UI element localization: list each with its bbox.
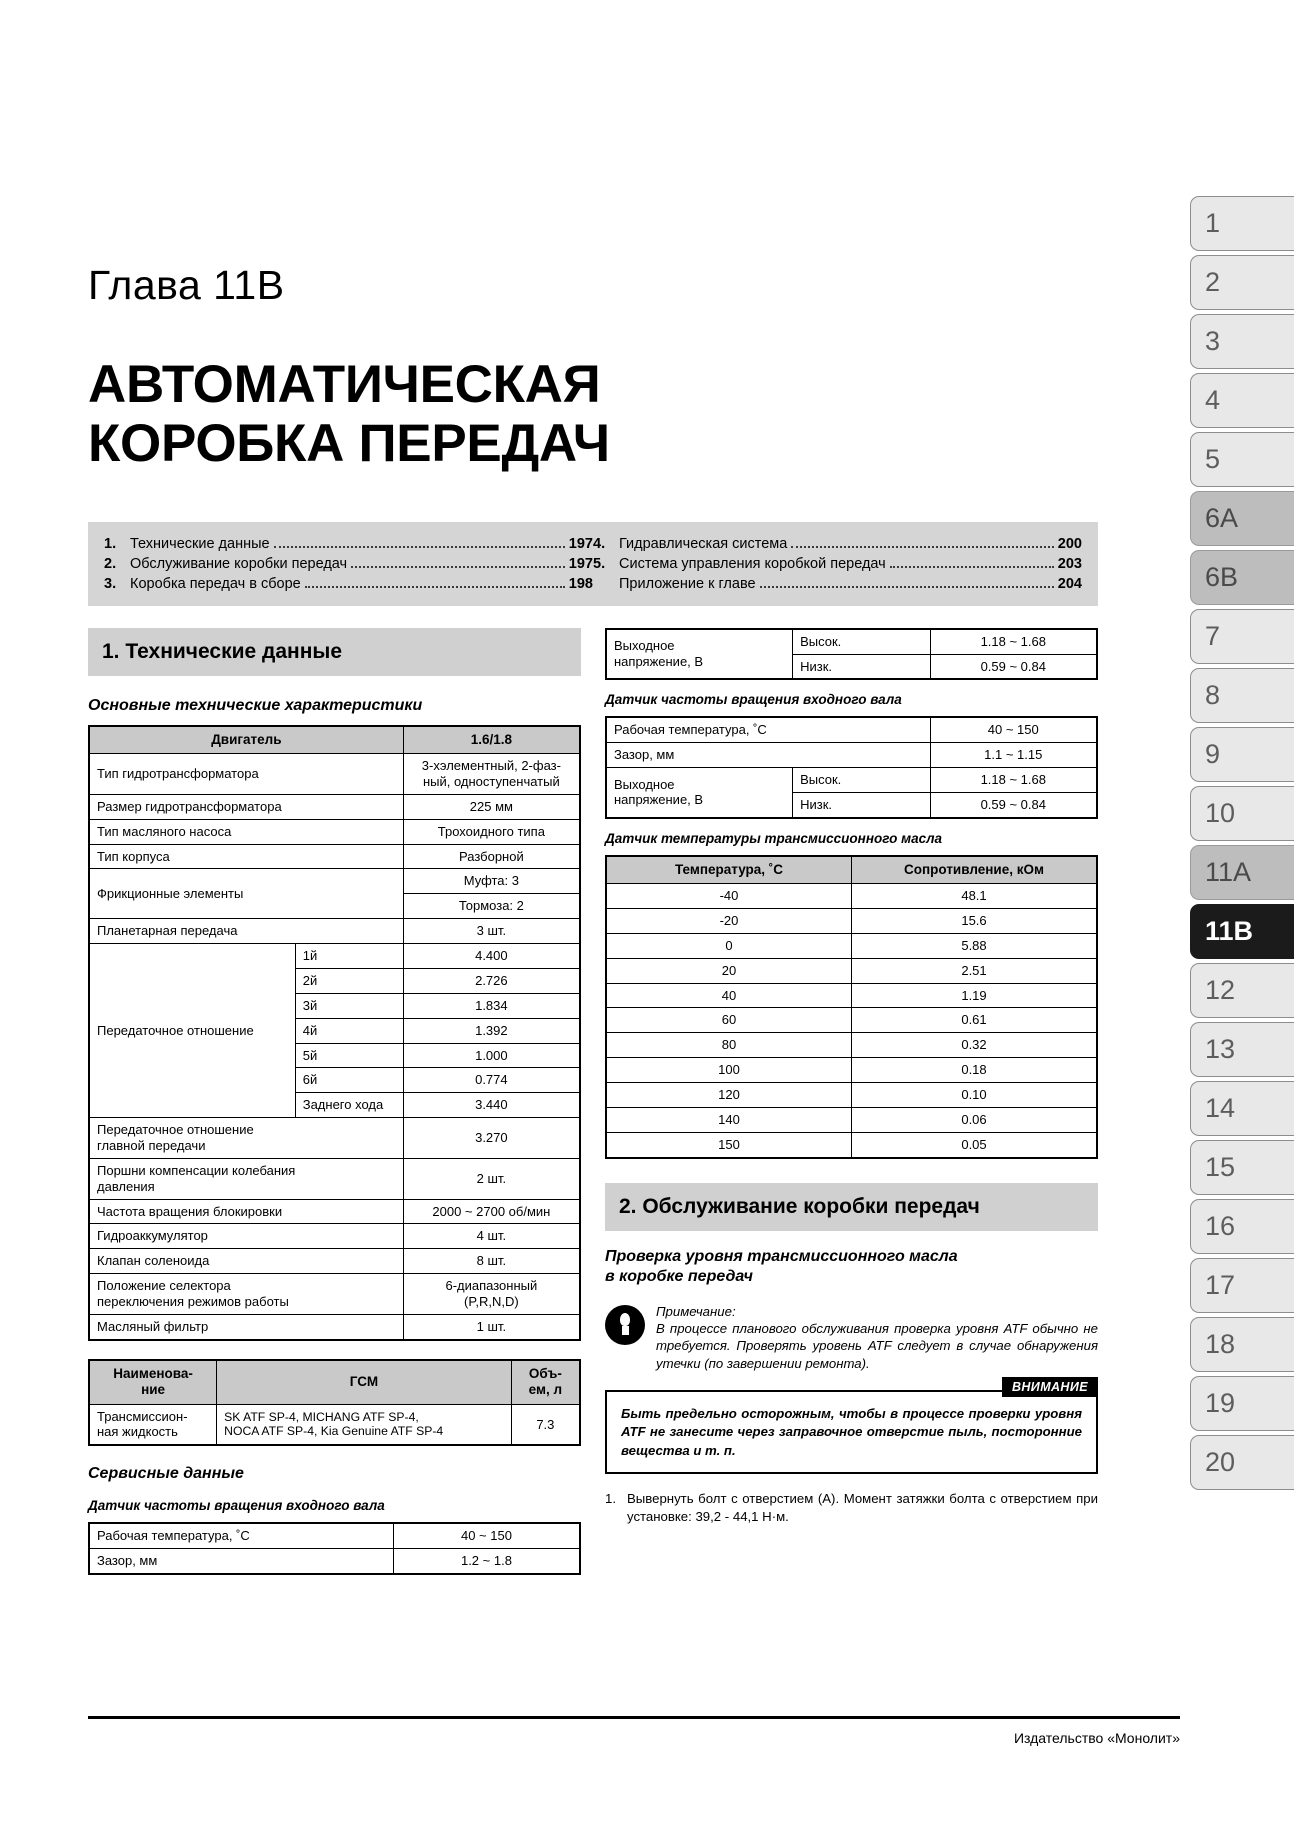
chapter-tab-2[interactable] — [1190, 255, 1294, 310]
chapter-tab-rail — [1190, 196, 1300, 1494]
chapter-label: Глава 11В — [88, 262, 285, 308]
chapter-tab-6a[interactable] — [1190, 491, 1294, 546]
toc-leader-dots — [274, 546, 565, 548]
chapter-tab-14[interactable] — [1190, 1081, 1294, 1136]
sensor-label: Зазор, мм — [89, 1549, 393, 1574]
subheading-input-speed-sensor-right: Датчик частоты вращения входного вала — [605, 692, 902, 708]
table-row — [606, 983, 1097, 1008]
toc-leader-dots — [760, 586, 1054, 588]
table-row — [89, 869, 580, 894]
voltage-sub-label: Низк. — [793, 792, 930, 817]
voltage-value: 0.59 ~ 0.84 — [930, 654, 1097, 679]
chapter-tab-label: 8 — [1205, 680, 1221, 710]
chapter-tab-15[interactable] — [1190, 1140, 1294, 1195]
temperature-value: 40 — [606, 983, 852, 1008]
table-row — [606, 743, 1097, 768]
temperature-value: 150 — [606, 1132, 852, 1157]
toc-entry-label: Гидравлическая система — [619, 535, 788, 552]
resistance-value: 0.32 — [852, 1033, 1098, 1058]
toc-leader-dots — [351, 566, 565, 568]
footer-publisher: Издательство «Монолит» — [1013, 1730, 1180, 1746]
toc-entry[interactable] — [593, 534, 1082, 554]
chapter-tab-9[interactable] — [1190, 727, 1294, 782]
toc-entry-page: 197 — [568, 555, 593, 572]
chapter-tab-label: 6B — [1205, 562, 1239, 592]
spec-value: 6-диапазонный (P,R,N,D) — [403, 1274, 580, 1315]
spec-value: 3.270 — [403, 1118, 580, 1159]
fluid-name: Трансмиссион- ная жидкость — [89, 1404, 217, 1445]
table-row — [89, 1549, 580, 1574]
toc-entry[interactable] — [104, 554, 593, 574]
chapter-tab-1[interactable] — [1190, 196, 1294, 251]
resistance-value: 1.19 — [852, 983, 1098, 1008]
temperature-resistance-table — [605, 855, 1098, 1159]
note-block — [605, 1303, 1098, 1373]
voltage-sub-label: Низк. — [793, 654, 930, 679]
toc-entry-page: 200 — [1057, 535, 1082, 552]
subheading-oil-temp-sensor: Датчик температуры трансмиссионного масла — [605, 830, 942, 846]
gear-label: 3й — [295, 993, 403, 1018]
input-speed-sensor-table-left — [88, 1522, 581, 1575]
gear-label: 1й — [295, 944, 403, 969]
chapter-tab-label: 11B — [1205, 916, 1254, 946]
section-heading-technical-data: 1. Технические данные — [88, 628, 581, 676]
gear-label: 2й — [295, 968, 403, 993]
spec-label: Тип гидротрансформатора — [89, 754, 403, 795]
spec-value: 2000 ~ 2700 об/мин — [403, 1199, 580, 1224]
chapter-title-line1: АВТОМАТИЧЕСКАЯ — [88, 355, 601, 414]
resistance-value: 0.05 — [852, 1132, 1098, 1157]
gear-label: Заднего хода — [295, 1093, 403, 1118]
step-text: Вывернуть болт с отверстием (A). Момент затяжки болта с отверстием при установке: 39,2 - 44,1 Н·м. — [627, 1490, 1098, 1524]
temperature-value: 80 — [606, 1033, 852, 1058]
gear-label: 6й — [295, 1068, 403, 1093]
resistance-value: 5.88 — [852, 933, 1098, 958]
table-row — [606, 958, 1097, 983]
chapter-tab-label: 7 — [1205, 621, 1221, 651]
gear-ratio-value: 2.726 — [403, 968, 580, 993]
spec-value: 225 мм — [403, 794, 580, 819]
chapter-tab-label: 17 — [1205, 1270, 1236, 1300]
attention-box — [605, 1380, 1098, 1474]
table-row — [89, 1249, 580, 1274]
temperature-value: 20 — [606, 958, 852, 983]
chapter-tab-10[interactable] — [1190, 786, 1294, 841]
spec-label: Размер гидротрансформатора — [89, 794, 403, 819]
footer-divider — [88, 1716, 1180, 1719]
atf-check-line2: в коробке передач — [605, 1267, 753, 1285]
fluid-header-name: Наименова- ние — [89, 1360, 217, 1404]
spec-value: 1 шт. — [403, 1314, 580, 1339]
toc-entry-number: 5. — [593, 555, 606, 572]
spec-label: Поршни компенсации колебания давления — [89, 1158, 403, 1199]
table-row — [89, 1199, 580, 1224]
chapter-tab-label: 6A — [1205, 503, 1239, 533]
body-columns — [88, 628, 1098, 1577]
spec-label: Фрикционные элементы — [89, 869, 403, 919]
spec-value: 3 шт. — [403, 919, 580, 944]
table-row — [89, 1404, 580, 1445]
table-row — [606, 629, 1097, 654]
chapter-tab-label: 1 — [1205, 208, 1221, 238]
chapter-tab-label: 13 — [1205, 1034, 1236, 1064]
gear-ratio-value: 3.440 — [403, 1093, 580, 1118]
sensor-label: Рабочая температура, ˚С — [606, 717, 930, 742]
gear-ratio-value: 1.834 — [403, 993, 580, 1018]
voltage-value: 1.18 ~ 1.68 — [930, 629, 1097, 654]
spec-value: 2 шт. — [403, 1158, 580, 1199]
resistance-value: 0.10 — [852, 1082, 1098, 1107]
toc-leader-dots — [305, 586, 565, 588]
spec-label: Тип масляного насоса — [89, 819, 403, 844]
attention-badge: ВНИМАНИЕ — [1002, 1377, 1098, 1397]
toc-entry-label: Система управления коробкой передач — [619, 555, 886, 572]
resistance-value: 48.1 — [852, 884, 1098, 909]
spec-label: Планетарная передача — [89, 919, 403, 944]
main-specifications-table — [88, 725, 581, 1341]
toc-leader-dots — [890, 566, 1054, 568]
table-row — [89, 1360, 580, 1404]
chapter-title-line2: КОРОБКА ПЕРЕДАЧ — [88, 414, 610, 474]
chapter-tab-label: 2 — [1205, 267, 1221, 297]
chapter-tab-label: 18 — [1205, 1329, 1236, 1359]
temperature-value: 100 — [606, 1058, 852, 1083]
gear-label: 5й — [295, 1043, 403, 1068]
input-speed-sensor-table-right — [605, 716, 1098, 818]
toc-entry-label: Технические данные — [130, 535, 270, 552]
chapter-tab-8[interactable] — [1190, 668, 1294, 723]
table-row — [89, 794, 580, 819]
toc-entry[interactable] — [593, 554, 1082, 574]
table-row — [89, 726, 580, 754]
voltage-label: Выходное напряжение, В — [606, 768, 793, 818]
chapter-tab-label: 4 — [1205, 385, 1221, 415]
spec-label: Передаточное отношение главной передачи — [89, 1118, 403, 1159]
output-voltage-table-top — [605, 628, 1098, 681]
table-row — [89, 819, 580, 844]
note-body — [656, 1303, 1098, 1373]
toc-entry-number: 3. — [104, 575, 117, 592]
fluid-volume: 7.3 — [511, 1404, 580, 1445]
table-row — [89, 1314, 580, 1339]
table-row — [606, 1008, 1097, 1033]
atf-check-line1: Проверка уровня трансмиссионного масла — [605, 1247, 958, 1265]
resistance-value: 0.61 — [852, 1008, 1098, 1033]
attention-text: Быть предельно осторожным, чтобы в процессе проверки уровня ATF не занесите через заправочное отверстие пыль, посторонние вещества и т. п. — [621, 1406, 1082, 1458]
chapter-tab-label: 15 — [1205, 1152, 1236, 1182]
sensor-value: 1.2 ~ 1.8 — [393, 1549, 580, 1574]
note-bulb-icon — [605, 1305, 645, 1345]
toc-entry-page: 198 — [568, 575, 593, 592]
gear-ratio-value: 1.392 — [403, 1018, 580, 1043]
toc-column-left — [104, 534, 593, 594]
section-heading-service: 2. Обслуживание коробки передач — [605, 1183, 1098, 1231]
table-row — [89, 1224, 580, 1249]
voltage-value: 1.18 ~ 1.68 — [930, 768, 1097, 793]
toc-entry-label: Приложение к главе — [619, 575, 756, 592]
spec-label: Масляный фильтр — [89, 1314, 403, 1339]
table-row — [89, 944, 580, 969]
voltage-sub-label: Высок. — [793, 768, 930, 793]
sensor-value: 40 ~ 150 — [930, 717, 1097, 742]
toc-entry[interactable] — [104, 574, 593, 594]
voltage-value: 0.59 ~ 0.84 — [930, 792, 1097, 817]
voltage-label: Выходное напряжение, В — [606, 629, 793, 680]
right-column — [605, 628, 1098, 1577]
spec-value: Муфта: 3 — [403, 869, 580, 894]
subheading-service-data: Сервисные данные — [88, 1465, 244, 1483]
table-row — [89, 1158, 580, 1199]
table-row — [606, 933, 1097, 958]
sensor-value: 1.1 ~ 1.15 — [930, 743, 1097, 768]
toc-entry-page: 204 — [1057, 575, 1082, 592]
resistance-value: 0.18 — [852, 1058, 1098, 1083]
toc-entry-number: 2. — [104, 555, 117, 572]
spec-value: Трохоидного типа — [403, 819, 580, 844]
table-row — [606, 1058, 1097, 1083]
table-row — [606, 908, 1097, 933]
gear-ratio-value: 0.774 — [403, 1068, 580, 1093]
subheading-input-speed-sensor-left: Датчик частоты вращения входного вала — [88, 1498, 385, 1514]
left-column — [88, 628, 581, 1577]
table-row — [606, 884, 1097, 909]
chapter-tab-label: 5 — [1205, 444, 1221, 474]
spec-value: 3-хэлементный, 2-фаз- ный, одноступенчатый — [403, 754, 580, 795]
spec-label: Клапан соленоида — [89, 1249, 403, 1274]
toc-leader-dots — [791, 546, 1053, 548]
chapter-tab-label: 16 — [1205, 1211, 1236, 1241]
chapter-tab-6b[interactable] — [1190, 550, 1294, 605]
table-row — [89, 754, 580, 795]
step-number: 1. — [605, 1490, 616, 1506]
note-text: В процессе планового обслуживания проверка уровня ATF обычно не требуется. Проверять уровень ATF следует в случае обнаружения утечки (по завершении ремонта). — [656, 1320, 1098, 1371]
chapter-tab-13[interactable] — [1190, 1022, 1294, 1077]
toc-entry[interactable] — [593, 574, 1082, 594]
table-row — [606, 717, 1097, 742]
spec-value: 4 шт. — [403, 1224, 580, 1249]
temperature-value: 60 — [606, 1008, 852, 1033]
table-row — [606, 1033, 1097, 1058]
spec-value: Разборной — [403, 844, 580, 869]
resistance-value: 0.06 — [852, 1107, 1098, 1132]
subheading-atf-level-check — [605, 1247, 1098, 1287]
chapter-tab-label: 9 — [1205, 739, 1221, 769]
temperature-value: -20 — [606, 908, 852, 933]
chapter-tab-11b[interactable] — [1190, 904, 1294, 959]
fluid-specifications-table — [88, 1359, 581, 1447]
spec-label: Частота вращения блокировки — [89, 1199, 403, 1224]
table-row — [606, 1107, 1097, 1132]
chapter-tab-label: 11A — [1205, 857, 1252, 887]
gear-label: 4й — [295, 1018, 403, 1043]
spec-label: Тип корпуса — [89, 844, 403, 869]
table-row — [606, 768, 1097, 793]
chapter-tab-4[interactable] — [1190, 373, 1294, 428]
temperature-value: 140 — [606, 1107, 852, 1132]
subheading-main-specs: Основные технические характеристики — [88, 696, 423, 714]
chapter-tab-12[interactable] — [1190, 963, 1294, 1018]
procedure-step-1 — [605, 1490, 1098, 1525]
resistance-value: 15.6 — [852, 908, 1098, 933]
table-row — [89, 919, 580, 944]
temperature-value: 120 — [606, 1082, 852, 1107]
note-title: Примечание: — [656, 1303, 736, 1319]
table-row — [89, 844, 580, 869]
temperature-value: -40 — [606, 884, 852, 909]
page-content — [88, 0, 1168, 1577]
sensor-label: Рабочая температура, ˚С — [89, 1523, 393, 1548]
page-title — [88, 355, 1168, 474]
chapter-tab-20[interactable] — [1190, 1435, 1294, 1490]
chapter-tab-19[interactable] — [1190, 1376, 1294, 1431]
table-row — [89, 1274, 580, 1315]
chapter-tab-label: 20 — [1205, 1447, 1236, 1477]
toc-entry-label: Обслуживание коробки передач — [130, 555, 348, 572]
chapter-tab-17[interactable] — [1190, 1258, 1294, 1313]
chapter-tab-label: 10 — [1205, 798, 1236, 828]
chapter-tab-label: 3 — [1205, 326, 1221, 356]
spec-value: Тормоза: 2 — [403, 894, 580, 919]
chapter-tab-label: 19 — [1205, 1388, 1236, 1418]
toc-column-right — [593, 534, 1082, 594]
toc-entry-label: Коробка передач в сборе — [130, 575, 301, 592]
resistance-value: 2.51 — [852, 958, 1098, 983]
chapter-tab-3[interactable] — [1190, 314, 1294, 369]
temp-col-header: Температура, ˚С — [606, 856, 852, 884]
fluid-header-gsm: ГСМ — [217, 1360, 512, 1404]
toc-entry[interactable] — [104, 534, 593, 554]
sensor-label: Зазор, мм — [606, 743, 930, 768]
toc-entry-page: 197 — [568, 535, 593, 552]
fluid-gsm: SK ATF SP-4, MICHANG ATF SP-4, NOCA ATF SP-4, Kia Genuine ATF SP-4 — [217, 1404, 512, 1445]
sensor-value: 40 ~ 150 — [393, 1523, 580, 1548]
chapter-tab-5[interactable] — [1190, 432, 1294, 487]
spec-label: Положение селектора переключения режимов работы — [89, 1274, 403, 1315]
main-table-header-param: Двигатель — [89, 726, 403, 754]
toc-entry-number: 1. — [104, 535, 117, 552]
chapter-tab-7[interactable] — [1190, 609, 1294, 664]
toc-entry-number: 4. — [593, 535, 606, 552]
chapter-tab-16[interactable] — [1190, 1199, 1294, 1254]
table-row — [89, 1118, 580, 1159]
chapter-tab-18[interactable] — [1190, 1317, 1294, 1372]
voltage-sub-label: Высок. — [793, 629, 930, 654]
spec-label: Передаточное отношение — [89, 944, 295, 1118]
gear-ratio-value: 4.400 — [403, 944, 580, 969]
spec-value: 8 шт. — [403, 1249, 580, 1274]
table-of-contents — [88, 522, 1098, 606]
resistance-col-header: Сопротивление, кОм — [852, 856, 1098, 884]
chapter-tab-11a[interactable] — [1190, 845, 1294, 900]
main-table-header-value: 1.6/1.8 — [403, 726, 580, 754]
chapter-tab-label: 14 — [1205, 1093, 1236, 1123]
toc-entry-page: 203 — [1057, 555, 1082, 572]
table-row — [606, 1082, 1097, 1107]
fluid-header-volume: Объ- ем, л — [511, 1360, 580, 1404]
spec-label: Гидроаккумулятор — [89, 1224, 403, 1249]
table-row — [89, 1523, 580, 1548]
chapter-tab-label: 12 — [1205, 975, 1236, 1005]
table-row — [606, 1132, 1097, 1157]
temperature-value: 0 — [606, 933, 852, 958]
gear-ratio-value: 1.000 — [403, 1043, 580, 1068]
